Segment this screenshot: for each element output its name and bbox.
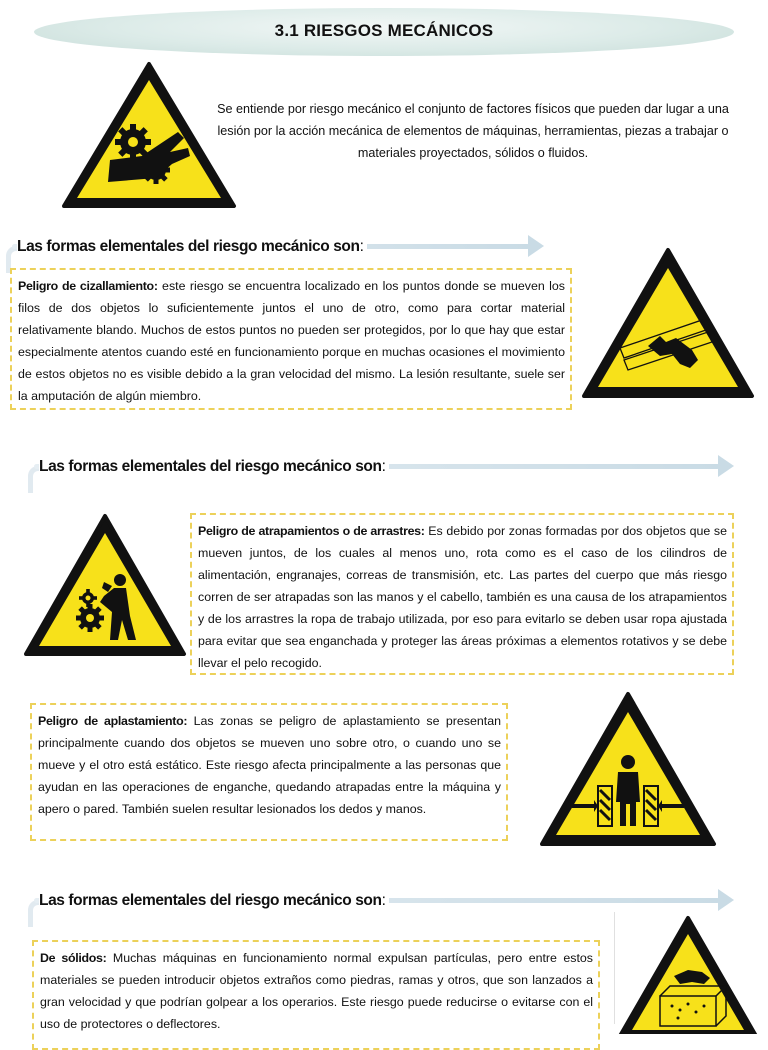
entanglement-warning-icon	[22, 512, 188, 658]
section-heading: Las formas elementales del riesgo mecánico son:	[39, 892, 389, 910]
hazard-text: Es debido por zonas formadas por dos objetos que se mueven juntos, de los cuales al menos uno, rota como es el caso de los cilindros de alimentación, engranajes, correas de transmisión, etc. Las partes del cuerpo que más riesgo corren de ser atrapadas son las manos y el cabello, también es una causa de los atrapamientos y de los arrastres la ropa de trabajo utilizada, por eso para evitarlo se deben usar ropa ajustada para evitar que sea enganchada y proteger las áreas próximas a elementos rotativos y se debe llevar el pelo recogido.	[198, 524, 727, 670]
hazard-entanglement-box	[190, 513, 734, 675]
section-heading: Las formas elementales del riesgo mecánico son:	[17, 238, 367, 256]
shear-blade-hand-warning-icon	[580, 246, 756, 400]
hazard-text: este riesgo se encuentra localizado en los puntos donde se mueven los filos de dos objetos lo suficientemente juntos el uno de otro, como para cortar material relativamente blando. Muchos de estos puntos no pueden ser protegidos, por lo que hay que estar especialmente atentos cuando esté en funcionamiento porque en muchas ocasiones el movimiento de estos objetos no es visible debido a la gran velocidad del mismo. La lesión resultante, suele ser la amputación de algún miembro.	[18, 279, 565, 403]
page-title: 3.1 RIESGOS MECÁNICOS	[274, 21, 494, 40]
hazard-crush-box	[30, 703, 508, 841]
section-banner	[34, 452, 734, 482]
divider	[614, 912, 615, 1024]
section-banner	[12, 232, 544, 262]
hazard-solids-box	[32, 940, 600, 1050]
hazard-title: Peligro de aplastamiento:	[38, 714, 188, 728]
hazard-shear-box	[10, 268, 572, 410]
hazard-text: Las zonas se peligro de aplastamiento se presentan principalmente cuando dos objetos se mueven uno sobre otro, o cuando uno se mueve y el otro está estático. Este riesgo afecta principalmente a las personas que ayudan en las operaciones de enganche, quedando atrapadas entre la máquina y apero o pared. También suelen resultar lesionados los dedos y manos.	[38, 714, 501, 816]
crush-warning-icon	[538, 690, 718, 848]
hazard-title: Peligro de cizallamiento:	[18, 279, 158, 293]
hazard-text: Muchas máquinas en funcionamiento normal expulsan partículas, pero entre estos materiales se pueden introducir objetos extraños como piedras, ramas y otros, que son lanzados a gran velocidad y que podrían golpear a los operarios. Este riesgo puede reducirse o evitarse con el uso de protectores o deflectores.	[40, 951, 593, 1031]
hazard-title: Peligro de atrapamientos o de arrastres:	[198, 524, 425, 538]
title-banner	[34, 8, 734, 56]
hazard-title: De sólidos:	[40, 951, 107, 965]
intro-text: Se entiende por riesgo mecánico el conjunto de factores físicos que pueden dar lugar a una lesión por la acción mecánica de elementos de máquinas, herramientas, piezas a trabajar o materiales proyectados, sólidos o fluidos.	[217, 102, 729, 160]
projectile-warning-icon	[618, 914, 758, 1034]
section-heading: Las formas elementales del riesgo mecánico son:	[39, 458, 389, 476]
section-banner	[34, 886, 734, 916]
